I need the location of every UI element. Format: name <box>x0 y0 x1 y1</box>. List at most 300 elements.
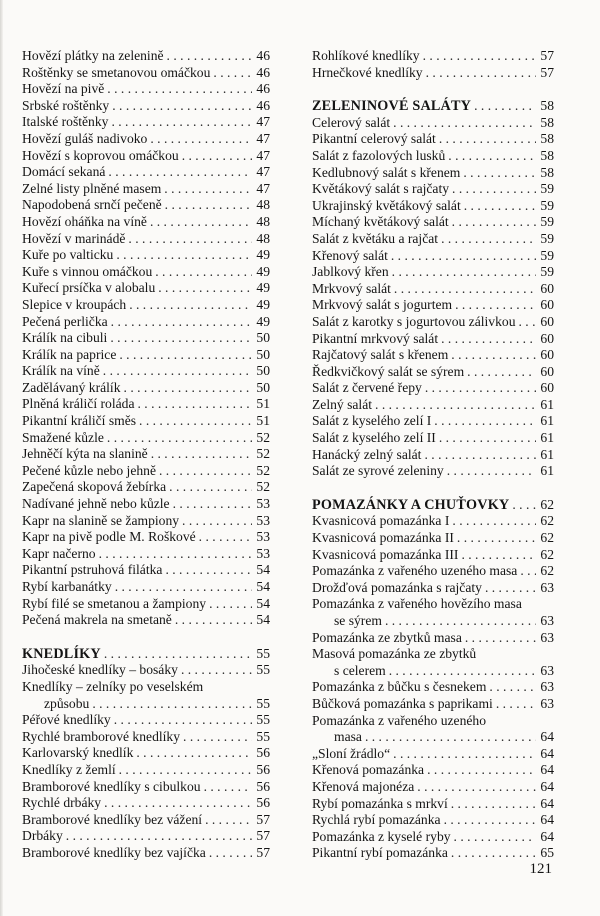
dot-leader <box>128 231 252 248</box>
toc-entry-page: 55 <box>256 728 270 744</box>
toc-entry <box>22 446 270 463</box>
toc-entry-title: masa <box>334 729 362 745</box>
toc-entry-page: 47 <box>256 180 270 196</box>
dot-leader <box>392 264 536 281</box>
toc-entry-page: 53 <box>256 529 270 545</box>
toc-entry-title: Rybí filé se smetanou a žampiony <box>22 595 207 611</box>
toc-entry-page: 60 <box>540 380 554 396</box>
toc-entry-title: Hovězí v marinádě <box>22 230 126 246</box>
dot-leader <box>424 447 536 464</box>
dot-leader <box>107 430 252 447</box>
toc-entry <box>312 380 554 397</box>
toc-entry-page: 47 <box>256 147 270 163</box>
toc-entry-title: Kedlubnový salát s křenem <box>312 164 461 180</box>
toc-entry-title: Salát z fazolových lusků <box>312 147 446 163</box>
toc-entry-page: 46 <box>256 48 270 63</box>
toc-entry-title: Rajčatový salát s křenem <box>312 347 449 363</box>
dot-leader <box>199 529 252 546</box>
toc-entry-page: 50 <box>256 363 270 379</box>
dot-leader <box>129 297 252 314</box>
toc-entry-page: 59 <box>540 264 554 280</box>
dot-leader <box>110 330 252 347</box>
dot-leader <box>365 729 536 746</box>
toc-entry-page: 61 <box>540 396 554 412</box>
toc-entry-page: 55 <box>256 662 270 678</box>
toc-entry <box>22 314 270 331</box>
dot-leader <box>111 314 252 331</box>
section-gap <box>22 629 270 646</box>
toc-entry-page: 58 <box>540 147 554 163</box>
dot-leader <box>447 463 536 480</box>
toc-entry <box>312 829 554 846</box>
dot-leader <box>520 563 536 580</box>
toc-entry <box>312 646 554 663</box>
toc-entry-page: 59 <box>540 181 554 197</box>
toc-entry <box>22 479 270 496</box>
toc-entry-page: 63 <box>540 579 554 595</box>
toc-entry-page: 60 <box>540 330 554 346</box>
dot-leader <box>137 396 252 413</box>
toc-entry-page: 65 <box>540 845 554 861</box>
toc-entry-title: Napodobená srnčí pečeně <box>22 197 162 213</box>
dot-leader <box>423 48 536 65</box>
toc-entry <box>22 81 270 98</box>
toc-entry-page: 59 <box>540 197 554 213</box>
toc-entry-title: Bramborové knedlíky bez vajíčka <box>22 844 206 860</box>
toc-entry <box>22 845 270 862</box>
dot-leader <box>448 148 536 165</box>
toc-entry-continuation <box>22 696 270 713</box>
toc-entry-title: Křenová majonéza <box>312 778 415 794</box>
toc-entry-title: Květákový salát s rajčaty <box>312 181 450 197</box>
toc-entry <box>22 181 270 198</box>
toc-entry <box>312 696 554 713</box>
toc-entry-title: Ukrajinský květákový salát <box>312 197 461 213</box>
dot-leader <box>66 828 252 845</box>
toc-entry <box>22 546 270 563</box>
dot-leader <box>393 115 536 132</box>
toc-entry <box>22 795 270 812</box>
toc-entry-page: 62 <box>540 530 554 546</box>
toc-entry <box>312 463 554 480</box>
toc-entry-title: Kuře s vinnou omáčkou <box>22 263 153 279</box>
dot-leader <box>181 662 252 679</box>
dot-leader <box>183 729 252 746</box>
toc-entry-page: 64 <box>540 828 554 844</box>
dot-leader <box>451 845 536 862</box>
dot-leader <box>465 630 536 647</box>
toc-entry-title: Zadělávaný králík <box>22 379 121 395</box>
toc-entry <box>22 463 270 480</box>
toc-entry-title: Hovězí plátky na zelenině <box>22 48 164 63</box>
toc-entry-page: 54 <box>256 562 270 578</box>
toc-entry <box>312 762 554 779</box>
toc-entry-title: Salát ze syrové zeleniny <box>312 463 444 479</box>
toc-entry-page: 48 <box>256 197 270 213</box>
toc-entry-page: 61 <box>540 430 554 446</box>
toc-entry <box>22 579 270 596</box>
dot-leader <box>512 497 536 514</box>
toc-entry-page: 53 <box>256 545 270 561</box>
toc-entry-page: 57 <box>540 64 554 80</box>
dot-leader <box>104 795 252 812</box>
toc-entry-page: 52 <box>256 462 270 478</box>
toc-entry-page: 60 <box>540 313 554 329</box>
toc-entry <box>312 713 554 730</box>
dot-leader <box>463 165 536 182</box>
toc-entry <box>312 198 554 215</box>
toc-section-heading <box>312 98 554 115</box>
dot-leader <box>474 98 536 115</box>
toc-entry <box>22 562 270 579</box>
dot-leader <box>111 114 252 131</box>
dot-leader <box>452 513 536 530</box>
section-gap <box>312 480 554 497</box>
toc-entry-continuation <box>312 613 554 630</box>
toc-entry-title: Mrkvový salát <box>312 280 391 296</box>
toc-entry-title: Králík na víně <box>22 363 100 379</box>
toc-entry-title: KNEDLÍKY <box>22 645 101 662</box>
dot-leader <box>519 314 537 331</box>
toc-entry <box>312 547 554 564</box>
toc-entry-title: Smažené kůzle <box>22 429 104 445</box>
toc-entry <box>22 363 270 380</box>
dot-leader <box>204 779 252 796</box>
toc-entry <box>22 496 270 513</box>
toc-entry <box>22 98 270 115</box>
toc-entry <box>312 364 554 381</box>
dot-leader <box>393 746 536 763</box>
toc-entry-page: 59 <box>540 230 554 246</box>
toc-entry-title: Kvasnicová pomazánka III <box>312 546 459 562</box>
dot-leader <box>116 247 252 264</box>
toc-entry-title: Salát z kyselého zelí I <box>312 413 432 429</box>
toc-entry-page: 51 <box>256 413 270 429</box>
dot-leader <box>119 347 252 364</box>
toc-entry-title: Bramborové knedlíky s cibulkou <box>22 778 201 794</box>
toc-entry-title: Salát z kyselého zelí II <box>312 430 436 446</box>
dot-leader <box>167 48 252 65</box>
toc-entry <box>312 563 554 580</box>
toc-entry-title: Křenová pomazánka <box>312 762 425 778</box>
toc-entry <box>312 181 554 198</box>
toc-entry-title: Pomazánka z bůčku s česnekem <box>312 679 487 695</box>
dot-leader <box>104 646 252 663</box>
toc-entry <box>312 65 554 82</box>
toc-entry-continuation <box>312 729 554 746</box>
dot-leader <box>136 745 252 762</box>
toc-entry <box>312 48 554 65</box>
toc-entry <box>22 247 270 264</box>
dot-leader <box>439 131 536 148</box>
toc-entry-page: 58 <box>540 98 554 114</box>
toc-entry-title: Rychlé drbáky <box>22 795 102 811</box>
toc-entry-page: 57 <box>256 844 270 860</box>
toc-entry <box>22 529 270 546</box>
dot-leader <box>92 696 252 713</box>
toc-entry-title: Hovězí oháňka na víně <box>22 213 147 229</box>
toc-entry-page: 52 <box>256 429 270 445</box>
toc-entry-title: Pomazánka z kyselé ryby <box>312 828 451 844</box>
toc-entry-page: 50 <box>256 346 270 362</box>
toc-entry <box>22 662 270 679</box>
toc-entry-page: 60 <box>540 297 554 313</box>
dot-leader <box>464 198 536 215</box>
toc-entry-page: 64 <box>540 762 554 778</box>
toc-entry-title: Pikantní rybí pomazánka <box>312 845 448 861</box>
toc-entry-title: Mrkvový salát s jogurtem <box>312 297 453 313</box>
toc-entry-title: Pomazánka z vařeného uzeného masa <box>312 563 518 579</box>
toc-entry-title: Míchaný květákový salát <box>312 214 449 230</box>
dot-leader <box>417 779 536 796</box>
dot-leader <box>103 363 252 380</box>
toc-entry-title: způsobu <box>44 695 90 711</box>
toc-entry-page: 57 <box>540 48 554 63</box>
toc-entry-page: 48 <box>256 213 270 229</box>
toc-entry-page: 60 <box>540 347 554 363</box>
toc-entry-title: Pomazánka z vařeného uzeného <box>312 712 486 728</box>
dot-leader <box>151 446 252 463</box>
toc-entry-title: Kapr na pivě podle M. Roškové <box>22 529 196 545</box>
toc-entry-page: 56 <box>256 795 270 811</box>
toc-entry-title: Rybí pomazánka s mrkví <box>312 795 448 811</box>
toc-entry-page: 60 <box>540 363 554 379</box>
toc-entry <box>22 413 270 430</box>
toc-entry-title: Pikantní celerový salát <box>312 131 436 147</box>
dot-leader <box>385 613 536 630</box>
toc-entry-page: 63 <box>540 613 554 628</box>
dot-leader <box>108 164 252 181</box>
toc-entry <box>22 297 270 314</box>
dot-leader <box>454 829 536 846</box>
toc-entry-title: Karlovarský knedlík <box>22 745 134 761</box>
toc-entry <box>22 214 270 231</box>
toc-entry <box>22 264 270 281</box>
toc-entry-title: Zelný salát <box>312 396 373 412</box>
dot-leader <box>112 98 252 115</box>
toc-entry-page: 64 <box>540 778 554 794</box>
dot-leader <box>461 547 536 564</box>
toc-entry-page: 47 <box>256 130 270 146</box>
toc-entry <box>312 314 554 331</box>
toc-entry-title: Slepice v kroupách <box>22 296 127 312</box>
toc-entry-page: 58 <box>540 131 554 147</box>
toc-entry <box>22 330 270 347</box>
toc-entry-page: 50 <box>256 330 270 346</box>
dot-leader <box>457 530 536 547</box>
toc-entry-page: 55 <box>256 645 270 661</box>
toc-entry-title: Králík na cibuli <box>22 330 108 346</box>
toc-entry-title: Srbské roštěnky <box>22 97 110 113</box>
toc-entry-title: Salát z karotky s jogurtovou zálivkou <box>312 313 516 329</box>
toc-entry <box>22 745 270 762</box>
toc-entry-title: Hovězí s koprovou omáčkou <box>22 147 179 163</box>
toc-entry-title: Pikantní mrkvový salát <box>312 330 439 346</box>
toc-entry <box>22 380 270 397</box>
toc-entry-page: 59 <box>540 247 554 263</box>
toc-entry-title: Italské roštěnky <box>22 114 109 130</box>
dot-leader <box>150 214 252 231</box>
dot-leader <box>213 65 252 82</box>
dot-leader <box>489 679 536 696</box>
toc-entry-page: 49 <box>256 280 270 296</box>
toc-entry-page: 49 <box>256 296 270 312</box>
toc-entry <box>312 281 554 298</box>
toc-entry <box>312 679 554 696</box>
toc-entry-title: Pomazánka ze zbytků masa <box>312 629 462 645</box>
toc-entry-page: 47 <box>256 114 270 130</box>
toc-entry-title: Pikantní králičí směs <box>22 413 137 429</box>
toc-entry-title: Hovězí guláš nadivoko <box>22 130 148 146</box>
toc-entry-title: Zelné listy plněné masem <box>22 180 162 196</box>
toc-entry <box>22 812 270 829</box>
toc-entry <box>312 165 554 182</box>
toc-entry <box>22 779 270 796</box>
toc-entry <box>22 762 270 779</box>
toc-entry <box>312 596 554 613</box>
toc-entry-title: Rychlé bramborové knedlíky <box>22 728 181 744</box>
toc-entry-title: Péřové knedlíky <box>22 712 111 728</box>
dot-leader <box>165 197 252 214</box>
toc-entry-title: Kvasnicová pomazánka I <box>312 513 450 529</box>
toc-section-heading <box>22 646 270 663</box>
toc-entry <box>22 729 270 746</box>
toc-entry <box>22 148 270 165</box>
toc-entry <box>312 513 554 530</box>
toc-entry <box>312 746 554 763</box>
dot-leader <box>182 513 252 530</box>
toc-entry-page: 60 <box>540 280 554 296</box>
toc-entry-page: 47 <box>256 164 270 180</box>
toc-entry-page: 55 <box>256 712 270 728</box>
dot-leader <box>173 496 252 513</box>
dot-leader <box>209 845 252 862</box>
toc-entry-page: 64 <box>540 795 554 811</box>
toc-entry <box>22 164 270 181</box>
toc-entry-page: 49 <box>256 313 270 329</box>
toc-entry-title: Bramborové knedlíky bez vážení <box>22 811 203 827</box>
toc-entry-page: 57 <box>256 811 270 827</box>
toc-entry-page: 53 <box>256 496 270 512</box>
toc-entry-title: Pomazánka z vařeného hovězího masa <box>312 596 522 612</box>
toc-entry-title: Pečené kůzle nebo jehně <box>22 462 156 478</box>
toc-entry-title: Jihočeské knedlíky – bosáky <box>22 662 178 678</box>
dot-leader <box>426 65 536 82</box>
toc-entry-title: Salát z květáku a rajčat <box>312 230 439 246</box>
toc-entry <box>312 796 554 813</box>
toc-entry <box>312 264 554 281</box>
toc-entry <box>22 48 270 65</box>
toc-entry-page: 61 <box>540 463 554 479</box>
toc-entry-title: Kvasnicová pomazánka II <box>312 530 454 546</box>
toc-entry <box>22 131 270 148</box>
dot-leader <box>467 364 536 381</box>
page-number: 121 <box>529 861 552 877</box>
dot-leader <box>205 812 252 829</box>
toc-entry-page: 55 <box>256 695 270 711</box>
toc-entry-page: 54 <box>256 612 270 628</box>
toc-entry <box>22 612 270 629</box>
toc-entry-page: 56 <box>256 761 270 777</box>
toc-entry <box>22 679 270 696</box>
toc-entry-page: 49 <box>256 247 270 263</box>
toc-entry-title: Křenový salát <box>312 247 388 263</box>
toc-entry-title: Jablkový křen <box>312 264 389 280</box>
dot-leader <box>124 380 252 397</box>
toc-entry <box>312 331 554 348</box>
dot-leader <box>441 331 536 348</box>
toc-entry-title: Masová pomazánka ze zbytků <box>312 646 477 662</box>
toc-entry-page: 58 <box>540 114 554 130</box>
toc-entry <box>312 397 554 414</box>
toc-entry-page: 48 <box>256 230 270 246</box>
toc-entry-page: 56 <box>256 778 270 794</box>
toc-entry <box>22 231 270 248</box>
toc-entry-title: Celerový salát <box>312 114 391 130</box>
toc-entry-page: 63 <box>540 662 554 678</box>
toc-entry-page: 64 <box>540 745 554 761</box>
dot-leader <box>425 380 536 397</box>
toc-entry-title: Plněná králičí roláda <box>22 396 135 412</box>
dot-leader <box>391 248 536 265</box>
dot-leader <box>439 430 536 447</box>
toc-entry-title: Roštěnky se smetanovou omáčkou <box>22 64 211 80</box>
toc-entry-title: Králík na paprice <box>22 346 117 362</box>
toc-entry <box>22 596 270 613</box>
dot-leader <box>441 231 536 248</box>
toc-entry <box>312 148 554 165</box>
toc-entry <box>312 630 554 647</box>
toc-entry <box>22 430 270 447</box>
section-gap <box>312 81 554 98</box>
toc-entry-title: Domácí sekaná <box>22 164 106 180</box>
toc-entry-title: Ředkvičkový salát se sýrem <box>312 363 465 379</box>
toc-entry-page: 52 <box>256 446 270 462</box>
dot-leader <box>394 281 536 298</box>
toc-entry-title: Hovězí na pivě <box>22 81 105 97</box>
toc-entry-page: 54 <box>256 595 270 611</box>
toc-entry <box>22 65 270 82</box>
toc-entry-title: Kuře po valticku <box>22 247 114 263</box>
dot-leader <box>451 347 536 364</box>
toc-entry <box>312 231 554 248</box>
toc-entry-page: 63 <box>540 679 554 695</box>
toc-entry <box>312 845 554 862</box>
toc-entry-page: 52 <box>256 479 270 495</box>
dot-leader <box>452 214 536 231</box>
toc-entry-page: 50 <box>256 379 270 395</box>
toc-entry <box>312 812 554 829</box>
toc-entry <box>312 447 554 464</box>
toc-entry <box>22 347 270 364</box>
toc-entry <box>312 115 554 132</box>
toc-entry-page: 61 <box>540 413 554 429</box>
dot-leader <box>496 696 536 713</box>
toc-entry <box>312 530 554 547</box>
toc-entry-page: 59 <box>540 214 554 230</box>
dot-leader <box>107 81 252 98</box>
toc-entry <box>22 828 270 845</box>
toc-entry-title: Bůčková pomazánka s paprikami <box>312 695 493 711</box>
toc-entry-title: Rohlíkové knedlíky <box>312 48 420 63</box>
toc-entry <box>22 513 270 530</box>
dot-leader <box>99 546 252 563</box>
toc-entry-continuation <box>312 663 554 680</box>
toc-entry <box>312 248 554 265</box>
dot-leader <box>375 397 536 414</box>
toc-entry-page: 54 <box>256 579 270 594</box>
toc-entry-title: Hanácký zelný salát <box>312 446 422 462</box>
